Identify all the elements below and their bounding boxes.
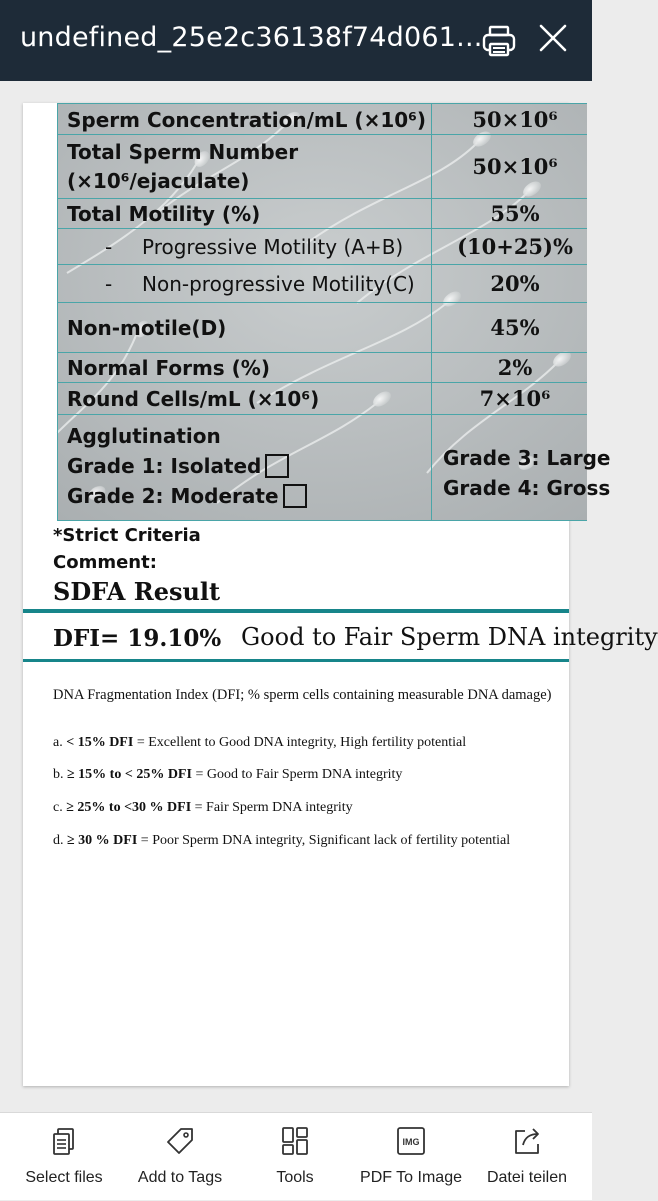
row-label: Non-motile(D): [67, 316, 227, 340]
grade-1-checkbox: [265, 454, 289, 478]
print-button[interactable]: [478, 20, 520, 62]
row-dash: -: [105, 272, 113, 296]
criteria-threshold: < 15% DFI: [66, 735, 134, 750]
row-value: 45%: [490, 315, 540, 340]
criteria-item-b: [53, 767, 402, 783]
table-row: [57, 103, 587, 135]
printer-icon: [478, 20, 520, 62]
select-files-label: Select files: [25, 1169, 103, 1186]
row-label: Sperm Concentration/mL (×10⁶): [67, 108, 427, 132]
tag-icon: [164, 1125, 196, 1157]
criteria-prefix: b.: [53, 767, 67, 782]
dfi-value: DFI= 19.10%: [53, 625, 222, 652]
grade-2-checkbox: [283, 484, 307, 508]
teal-divider-bottom: [23, 659, 569, 662]
criteria-threshold: ≥ 25% to <30 % DFI: [66, 800, 192, 815]
criteria-text: = Fair Sperm DNA integrity: [191, 800, 353, 815]
grade-2-label: Grade 2: Moderate: [67, 484, 279, 508]
criteria-threshold: ≥ 30 % DFI: [67, 833, 138, 848]
table-row: [57, 303, 587, 353]
agglutination-title: Agglutination: [67, 424, 221, 448]
table-row: [57, 383, 587, 415]
top-app-bar: [0, 0, 592, 81]
criteria-item-d: [53, 833, 510, 849]
pdf-page[interactable]: [23, 103, 658, 1086]
row-dash: -: [105, 235, 113, 259]
table-row: [57, 135, 587, 199]
select-files-button[interactable]: [8, 1113, 120, 1201]
row-label: Progressive Motility (A+B): [142, 235, 404, 259]
bottom-toolbar: [0, 1112, 592, 1200]
criteria-item-c: [53, 800, 353, 816]
criteria-prefix: d.: [53, 833, 67, 848]
teal-divider-top: [23, 609, 569, 613]
pdf-to-image-label: PDF To Image: [360, 1169, 462, 1186]
criteria-threshold: ≥ 15% to < 25% DFI: [67, 767, 192, 782]
pdf-to-image-icon: [395, 1125, 427, 1157]
row-label-line2: (×10⁶/ejaculate): [67, 169, 250, 193]
agglutination-grade-1: [67, 451, 289, 481]
grade-1-label: Grade 1: Isolated: [67, 454, 262, 478]
add-to-tags-button[interactable]: [124, 1113, 236, 1201]
tools-icon: [279, 1125, 311, 1157]
criteria-text: = Poor Sperm DNA integrity, Significant lack of fertility potential: [137, 833, 511, 848]
agglutination-grade-2: [67, 481, 307, 511]
criteria-item-a: [53, 735, 466, 751]
criteria-text: = Excellent to Good DNA integrity, High fertility potential: [133, 735, 467, 750]
criteria-text: = Good to Fair Sperm DNA integrity: [191, 767, 403, 782]
share-file-label: Datei teilen: [486, 1169, 568, 1186]
share-file-button[interactable]: [474, 1113, 580, 1201]
row-value: 55%: [490, 201, 540, 226]
pdf-to-image-button[interactable]: [352, 1113, 470, 1201]
row-label: Total Sperm Number: [67, 140, 299, 164]
agglutination-grade-3: Grade 3: Large: [443, 446, 611, 470]
row-value: 2%: [497, 355, 533, 380]
agglutination-grade-4: Grade 4: Gross: [443, 476, 611, 500]
dfi-interpretation: Good to Fair Sperm DNA integrity: [241, 623, 658, 651]
dfi-definition: DNA Fragmentation Index (DFI; % sperm cells containing measurable DNA damage): [53, 687, 552, 703]
table-row: [57, 199, 587, 229]
row-label: Normal Forms (%): [67, 356, 270, 380]
row-value: 50×10⁶: [472, 107, 558, 132]
table-row: [57, 353, 587, 383]
share-icon: [511, 1125, 543, 1157]
row-value: 50×10⁶: [472, 154, 558, 179]
semen-analysis-table: [57, 103, 611, 521]
close-button[interactable]: [533, 18, 573, 58]
row-value: 7×10⁶: [479, 386, 551, 411]
row-value: (10+25)%: [457, 234, 573, 259]
add-to-tags-label: Add to Tags: [137, 1169, 223, 1186]
row-value: 20%: [490, 271, 540, 296]
table-row: [57, 265, 587, 303]
document-title: undefined_25e2c36138f74d061...: [20, 22, 483, 53]
sdfa-result-heading: SDFA Result: [53, 577, 221, 606]
close-icon: [533, 18, 573, 58]
criteria-prefix: c.: [53, 800, 67, 815]
img-icon-text: IMG: [402, 1137, 420, 1147]
agglutination-row: [57, 415, 611, 521]
row-label: Total Motility (%): [67, 202, 261, 226]
tools-label: Tools: [276, 1169, 314, 1186]
criteria-prefix: a.: [53, 735, 67, 750]
tools-button[interactable]: [240, 1113, 350, 1201]
row-label: Non-progressive Motility(C): [142, 272, 415, 296]
strict-criteria-note: *Strict Criteria: [53, 525, 201, 546]
comment-label: Comment:: [53, 552, 157, 573]
table-row: [57, 229, 587, 265]
row-label: Round Cells/mL (×10⁶): [67, 387, 320, 411]
select-files-icon: [48, 1125, 80, 1157]
